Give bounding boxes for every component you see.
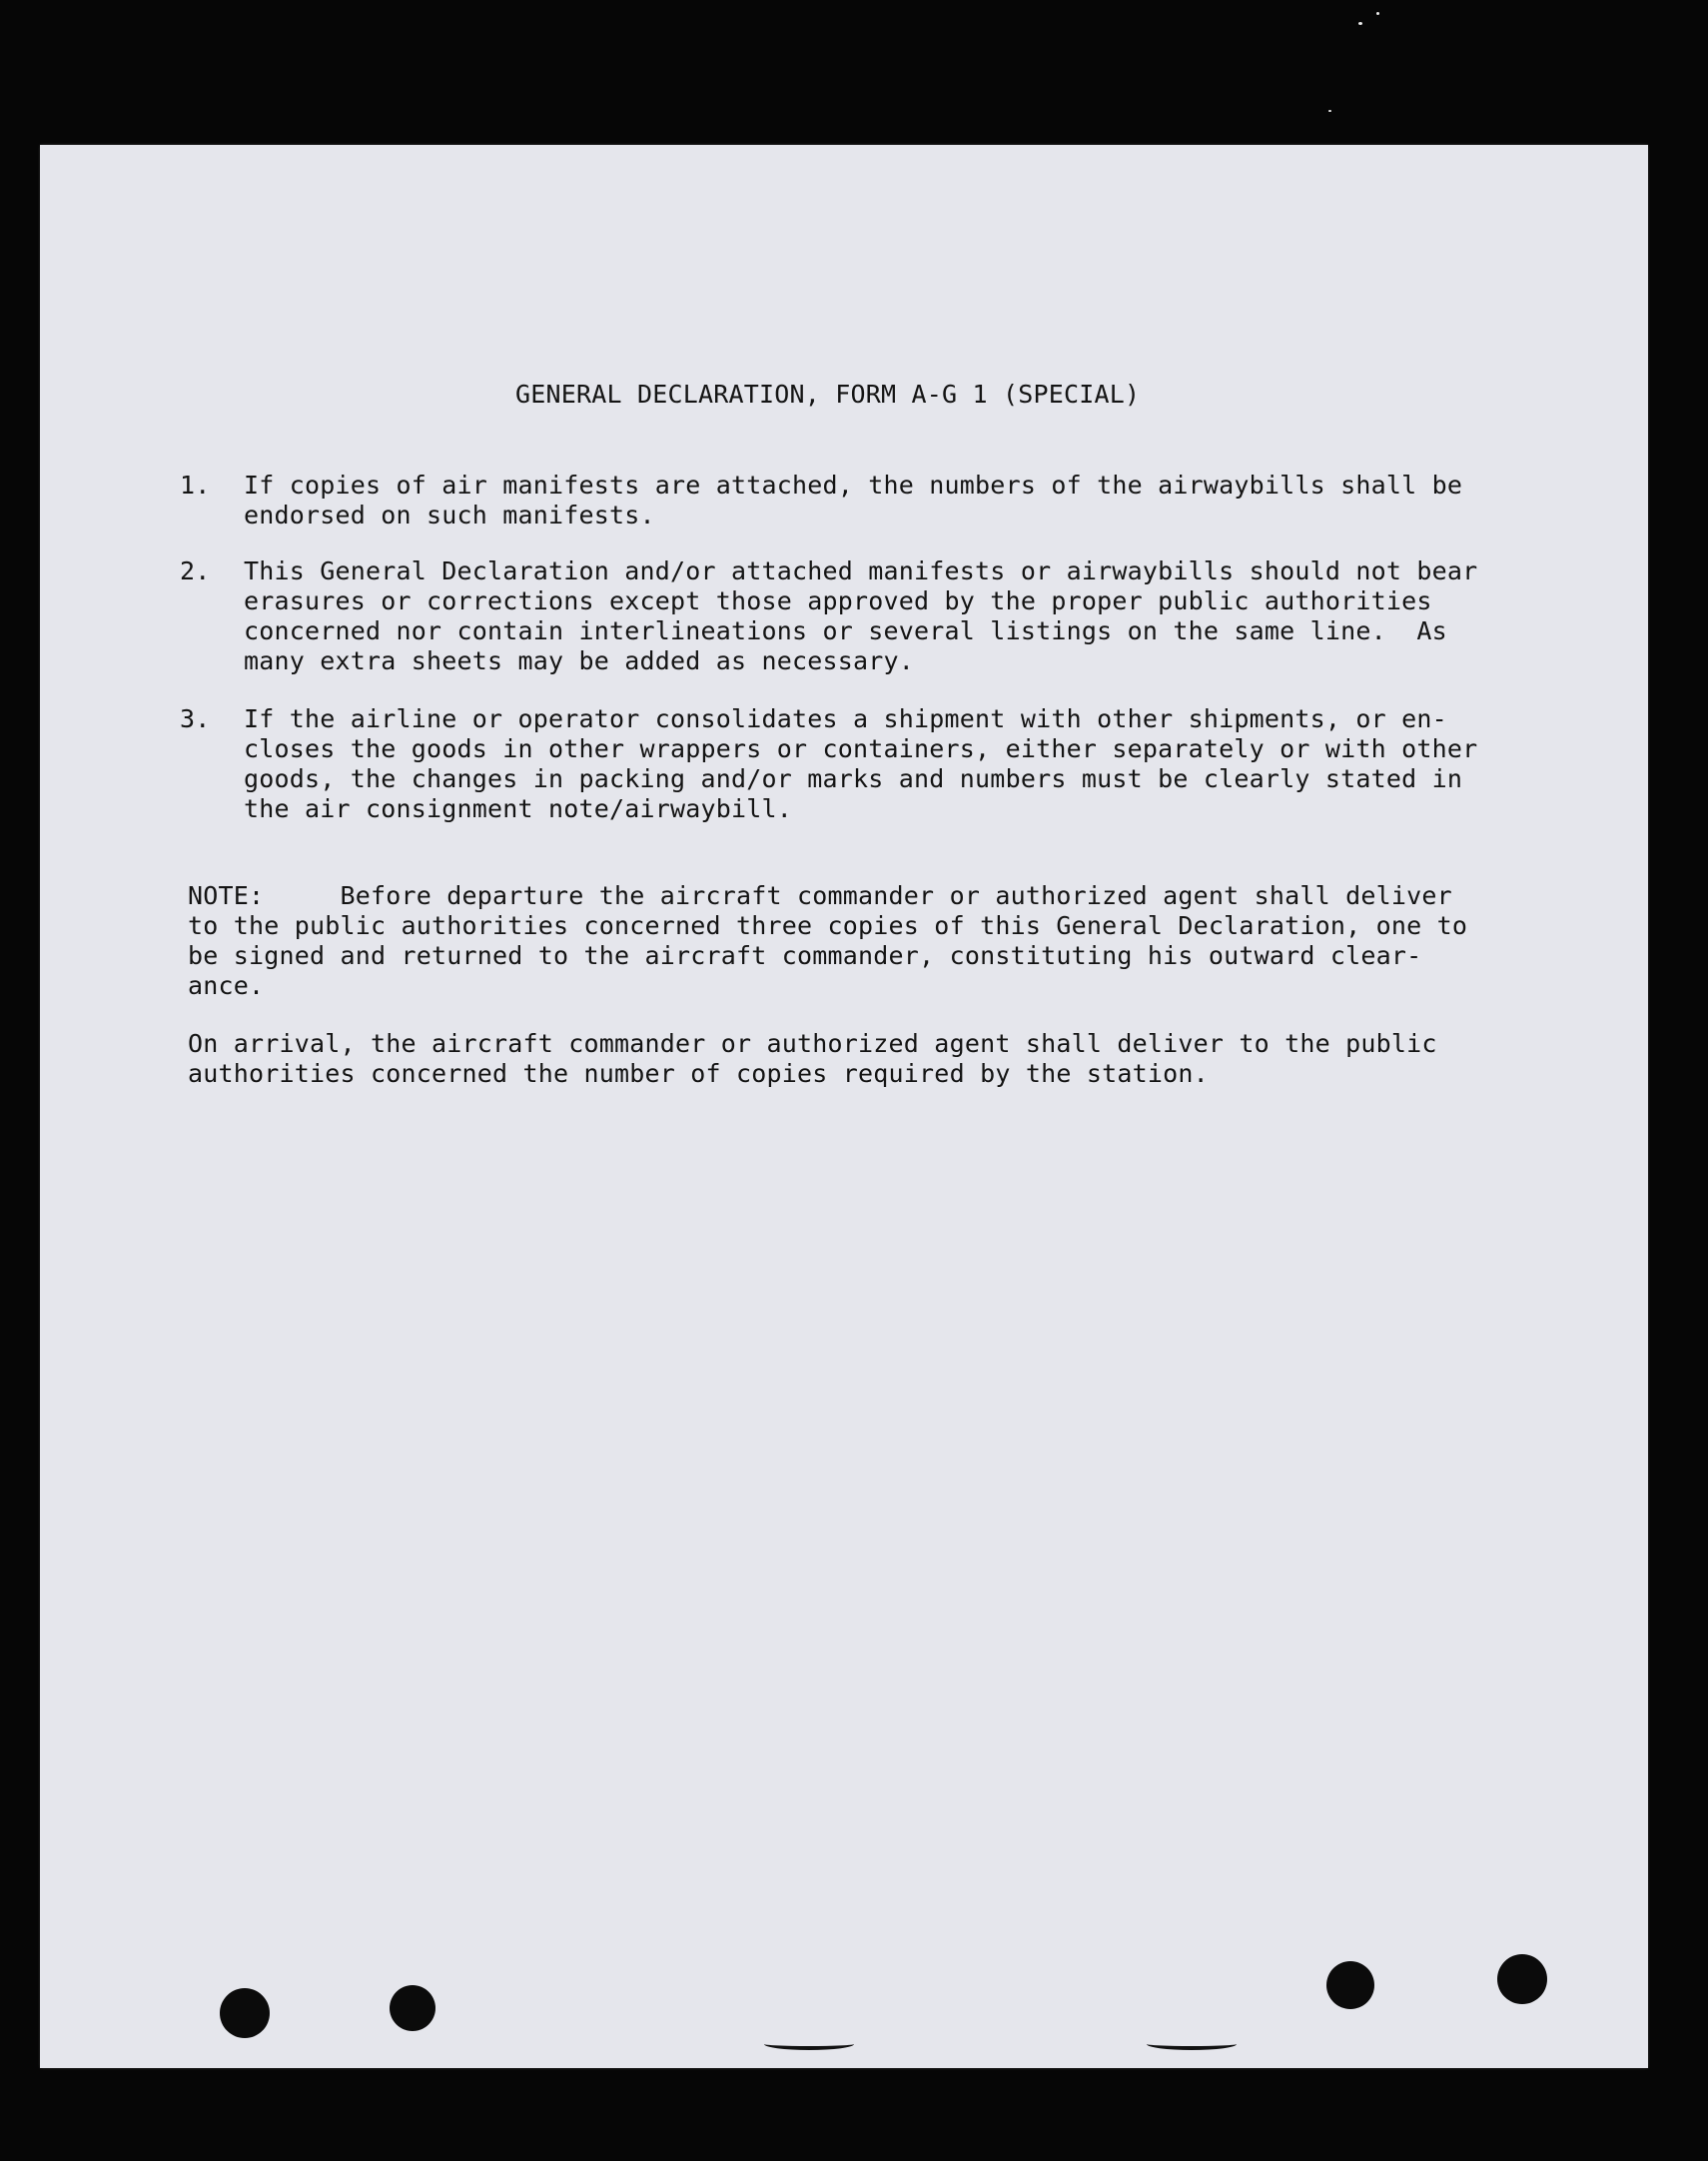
dust-speck (1328, 110, 1331, 112)
item-line: If copies of air manifests are attached, the numbers of the airwaybills shall be (244, 471, 1463, 500)
item-number: 2. (180, 556, 211, 585)
arrival-line: On arrival, the aircraft commander or authorized agent shall deliver to the public (188, 1029, 1437, 1058)
item-line: erasures or corrections except those approved by the proper public authorities (244, 586, 1432, 615)
staple-mark (1147, 2038, 1237, 2050)
dust-speck (1376, 12, 1379, 15)
item-line: endorsed on such manifests. (244, 501, 655, 530)
punch-hole (1326, 1961, 1374, 2009)
item-line: the air consignment note/airwaybill. (244, 794, 793, 823)
arrival-paragraph (188, 1029, 1501, 1089)
note-line: NOTE: Before departure the aircraft commander or authorized agent shall deliver (188, 881, 1452, 910)
item-line: goods, the changes in packing and/or marks and numbers must be clearly stated in (244, 764, 1463, 793)
item-body (244, 704, 1508, 824)
item-number: 1. (180, 471, 211, 500)
dust-speck (1358, 22, 1362, 25)
item-line: concerned nor contain interlineations or several listings on the same line. As (244, 616, 1447, 645)
note-line: be signed and returned to the aircraft commander, constituting his outward clear- (188, 941, 1422, 970)
punch-hole (1497, 1954, 1547, 2004)
item-number: 3. (180, 704, 211, 733)
declaration-item-3 (180, 704, 1508, 824)
note-paragraph (188, 881, 1501, 1001)
item-line: closes the goods in other wrappers or containers, either separately or with other (244, 734, 1478, 763)
punch-hole (220, 1988, 270, 2038)
note-line: to the public authorities concerned three copies of this General Declaration, one to (188, 911, 1468, 940)
declaration-item-2 (180, 556, 1508, 676)
punch-hole (390, 1985, 435, 2031)
declaration-item-1 (180, 471, 1508, 531)
item-line: If the airline or operator consolidates a shipment with other shipments, or en- (244, 704, 1447, 733)
item-line: This General Declaration and/or attached manifests or airwaybills should not bear (244, 556, 1478, 585)
staple-mark (764, 2038, 854, 2050)
item-line: many extra sheets may be added as necessary. (244, 646, 915, 675)
item-body (244, 471, 1508, 531)
arrival-line: authorities concerned the number of copies required by the station. (188, 1059, 1209, 1088)
item-body (244, 556, 1508, 676)
document-title: GENERAL DECLARATION, FORM A-G 1 (SPECIAL) (515, 380, 1141, 409)
document-sheet (40, 145, 1648, 2068)
note-line: ance. (188, 971, 265, 1000)
